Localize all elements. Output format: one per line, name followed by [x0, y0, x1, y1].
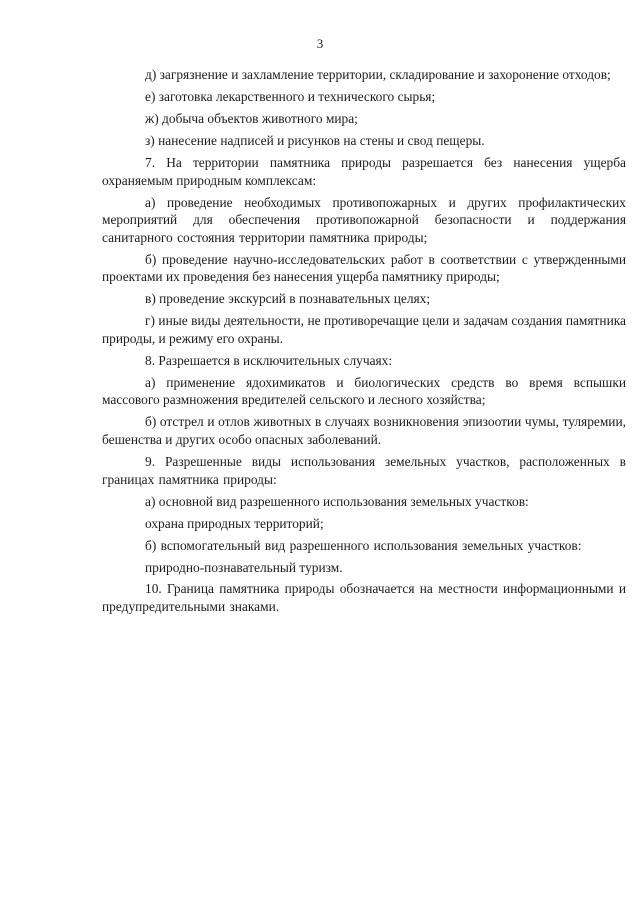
paragraph-8b-culling: б) отстрел и отлов животных в случаях возникновения эпизоотии чумы, туляремии, бешенства и других особо опасных заболеваний. [102, 414, 626, 447]
paragraph-7g-other-activities: г) иные виды деятельности, не противоречащие цели и задачам создания памятника природы, и режиму его охраны. [102, 313, 626, 346]
paragraph-z-inscriptions: з) нанесение надписей и рисунков на стены и свод пещеры. [145, 132, 485, 148]
paragraph-7v-excursions: в) проведение экскурсий в познавательных целях; [145, 291, 431, 307]
paragraph-7b-research: б) проведение научно-исследовательских работ в соответствии с утвержденными проектами их проведения без нанесения ущерба памятнику природы; [102, 251, 626, 285]
paragraph-7a-fire-prevention: а) проведение необходимых противопожарных и других профилактических мероприятий для обеспечения противопожарной безопасности и поддержания санитарного состояния территории памятника природы; [102, 194, 626, 245]
paragraph-8-exceptional: 8. Разрешается в исключительных случаях: [145, 352, 393, 368]
paragraph-d-pollution: д) загрязнение и захламление территории, складирование и захоронение отходов; [145, 67, 611, 82]
paragraph-9a-value: охрана природных территорий; [145, 515, 324, 531]
paragraph-10-boundary: 10. Граница памятника природы обозначается на местности информационными и предупредительными знаками. [102, 581, 626, 615]
paragraph-9-land-use: 9. Разрешенные виды использования земельных участков, расположенных в границах памятника природы: [102, 453, 626, 487]
document-body [102, 66, 626, 620]
paragraph-9b-value: природно-познавательный туризм. [145, 559, 343, 575]
paragraph-e-harvesting: е) заготовка лекарственного и технического сырья; [145, 88, 436, 104]
paragraph-9a-main-use: а) основной вид разрешенного использования земельных участков: [145, 493, 529, 509]
paragraph-9b-auxiliary-use: б) вспомогательный вид разрешенного использования земельных участков: [145, 537, 582, 553]
paragraph-8a-chemicals: а) применение ядохимикатов и биологических средств во время вспышки массового размножения вредителей сельского и лесного хозяйства; [102, 374, 626, 408]
page-number: 3 [316, 36, 324, 51]
paragraph-zh-wildlife: ж) добыча объектов животного мира; [145, 110, 358, 126]
paragraph-7-permitted: 7. На территории памятника природы разрешается без нанесения ущерба охраняемым природным комплексам: [102, 154, 626, 188]
